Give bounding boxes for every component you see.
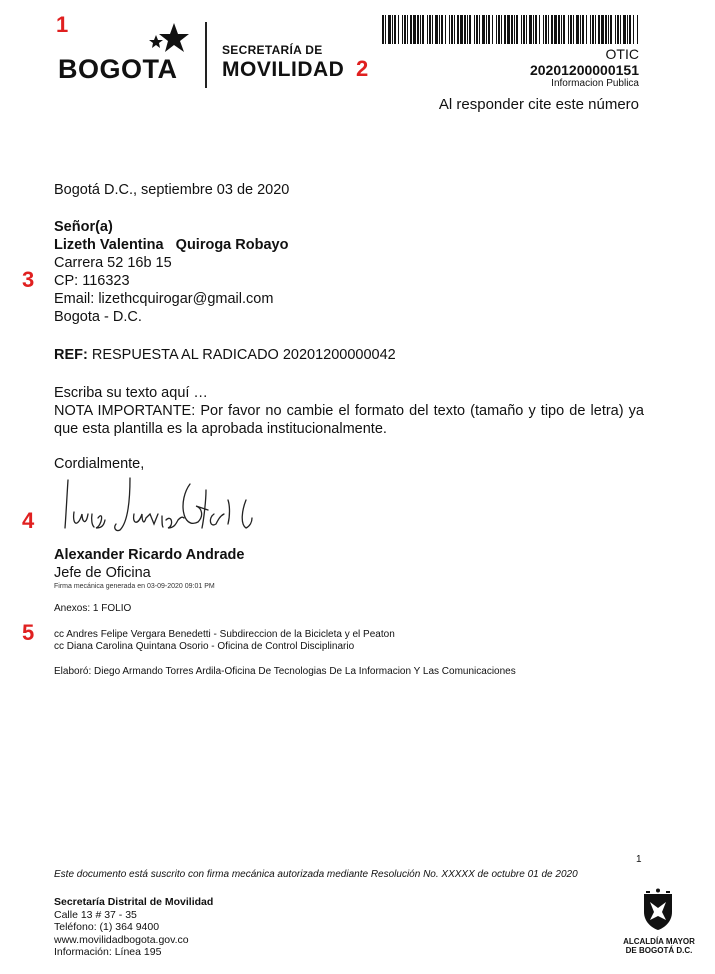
barcode-bar: [617, 15, 619, 44]
barcode-bar: [570, 15, 572, 44]
footer-address-block: [54, 896, 213, 959]
barcode-bar: [422, 15, 424, 44]
body-text: [54, 384, 644, 438]
barcode-bar: [482, 15, 485, 44]
barcode-bar: [582, 15, 584, 44]
handwritten-signature: [58, 470, 258, 540]
barcode-bar: [410, 15, 412, 44]
copy-line: cc Andres Felipe Vergara Benedetti - Subdireccion de la Bicicleta y el Peaton: [54, 629, 395, 640]
barcode-bar: [576, 15, 579, 44]
logo-city: BOGOTA: [58, 54, 178, 84]
barcode-bar: [598, 15, 600, 44]
footer-address: Calle 13 # 37 - 35: [54, 908, 137, 921]
date-line: Bogotá D.C., septiembre 03 de 2020: [54, 182, 290, 198]
footer-info: Información: Línea 195: [54, 946, 162, 958]
coat-of-arms-icon: [640, 888, 676, 932]
barcode-bar: [514, 15, 515, 44]
barcode-bar: [573, 15, 574, 44]
barcode-bar: [561, 15, 562, 44]
barcode-bar: [501, 15, 502, 44]
signature-note: Firma mecánica generada en 03-09-2020 09:01 PM: [54, 583, 215, 590]
barcode-bar: [563, 15, 565, 44]
barcode-bar: [535, 15, 537, 44]
barcode-bar: [608, 15, 609, 44]
reference-line: [54, 346, 396, 364]
barcode-bar: [623, 15, 626, 44]
barcode-bar: [595, 15, 596, 44]
barcode-bar: [479, 15, 480, 44]
barcode-bar: [476, 15, 478, 44]
barcode-bar: [504, 15, 506, 44]
barcode-bar: [417, 15, 419, 44]
prepared-by: Elaboró: Diego Armando Torres Ardila-Oficina De Tecnologias De La Informacion Y Las Comunicaciones: [54, 666, 516, 677]
marker-3: 3: [22, 267, 35, 292]
logo-divider: [205, 22, 207, 88]
copies-list: [54, 629, 395, 653]
logo-entity-line1: SECRETARÍA DE: [222, 43, 323, 57]
footer-web: www.movilidadbogota.gov.co: [54, 933, 189, 946]
reference-text: RESPUESTA AL RADICADO 20201200000042: [87, 347, 396, 363]
barcode-bar: [486, 15, 487, 44]
recipient-email: Email: lizethcquirogar@gmail.com: [54, 291, 274, 307]
recipient-city: Bogota - D.C.: [54, 309, 142, 325]
barcode-bar: [580, 15, 581, 44]
barcode-bar: [586, 15, 587, 44]
barcode-bar: [464, 15, 466, 44]
barcode-bar: [498, 15, 500, 44]
barcode-bar: [385, 15, 386, 44]
cite-note: Al responder cite este número: [438, 96, 639, 113]
reference-label: REF:: [54, 347, 88, 363]
barcode-bar: [610, 15, 612, 44]
barcode-bar: [558, 15, 560, 44]
barcode-bar: [398, 15, 399, 44]
barcode-bar: [457, 15, 459, 44]
radicado-block: [339, 46, 639, 89]
barcode-bar: [445, 15, 446, 44]
institution-logo: [58, 18, 345, 93]
alcaldia-label: [616, 937, 702, 955]
barcode-bar: [543, 15, 544, 44]
barcode-bar: [402, 15, 403, 44]
recipient-block: [54, 218, 288, 326]
barcode-bar: [427, 15, 428, 44]
barcode-bar: [529, 15, 532, 44]
barcode-bar: [637, 15, 638, 44]
copy-line: cc Diana Carolina Quintana Osorio - Oficina de Control Disciplinario: [54, 641, 355, 652]
barcode-bar: [592, 15, 594, 44]
footer-legal-note: Este documento está suscrito con firma mecánica autorizada mediante Resolución No. XXXXX de octubre 01 de 2020: [54, 869, 578, 880]
barcode-bar: [533, 15, 534, 44]
barcode-bar: [420, 15, 421, 44]
barcode-bar: [382, 15, 384, 44]
marker-2: 2: [356, 56, 369, 81]
barcode-bar: [526, 15, 527, 44]
barcode-bar: [394, 15, 396, 44]
body-note: NOTA IMPORTANTE: Por favor no cambie el formato del texto (tamaño y tipo de letra) ya que esta plantilla es la aprobada institucionalmente.: [54, 403, 644, 437]
closing: Cordialmente,: [54, 456, 145, 472]
barcode-bar: [467, 15, 468, 44]
barcode-bar: [488, 15, 490, 44]
barcode-bar: [601, 15, 604, 44]
barcode-bar: [441, 15, 443, 44]
signer-block: [54, 546, 244, 582]
barcode-bar: [629, 15, 631, 44]
barcode-bar: [449, 15, 450, 44]
barcode-bar: [451, 15, 453, 44]
barcode-bar: [454, 15, 455, 44]
barcode-bar: [429, 15, 431, 44]
barcode-bar: [435, 15, 438, 44]
signer-title: Jefe de Oficina: [54, 565, 151, 581]
radicado-classification: Informacion Publica: [551, 78, 639, 89]
barcode-bar: [469, 15, 471, 44]
alcaldia-line2: DE BOGOTÁ D.C.: [625, 946, 693, 955]
barcode-bar: [496, 15, 497, 44]
barcode-bar: [439, 15, 440, 44]
barcode-bar: [521, 15, 522, 44]
barcode-bar: [413, 15, 416, 44]
barcode-bar: [460, 15, 463, 44]
barcode-bar: [627, 15, 628, 44]
annexes: Anexos: 1 FOLIO: [54, 603, 132, 614]
barcode-bar: [539, 15, 540, 44]
marker-4: 4: [22, 508, 35, 533]
page-number: 1: [636, 854, 642, 865]
barcode-bar: [548, 15, 549, 44]
signer-name: Alexander Ricardo Andrade: [54, 547, 245, 563]
logo-entity-line2: MOVILIDAD: [222, 58, 345, 81]
barcode-bar: [615, 15, 616, 44]
barcode-bar: [407, 15, 408, 44]
radicado-office: OTIC: [605, 46, 639, 62]
barcode-bar: [392, 15, 393, 44]
marker-5: 5: [22, 620, 35, 645]
barcode-bar: [633, 15, 634, 44]
barcode-bar: [511, 15, 513, 44]
footer-org: Secretaría Distrital de Movilidad: [54, 896, 214, 908]
star-icon: [148, 21, 190, 57]
barcode-bar: [474, 15, 475, 44]
barcode-bar: [605, 15, 607, 44]
barcode-bar: [523, 15, 525, 44]
body-line1: Escriba su texto aquí …: [54, 385, 208, 401]
alcaldia-line1: ALCALDÍA MAYOR: [623, 937, 695, 946]
recipient-postal-code: CP: 116323: [54, 273, 130, 289]
footer-phone: Teléfono: (1) 364 9400: [54, 921, 160, 933]
barcode-bar: [388, 15, 391, 44]
barcode-bar: [545, 15, 547, 44]
radicado-number: 20201200000151: [529, 62, 639, 78]
barcode-bar: [590, 15, 591, 44]
barcode: [382, 15, 640, 44]
barcode-bar: [516, 15, 518, 44]
barcode-bar: [492, 15, 493, 44]
barcode-bar: [404, 15, 406, 44]
recipient-name: Lizeth Valentina Quiroga Robayo: [54, 237, 289, 253]
barcode-bar: [551, 15, 553, 44]
recipient-address: Carrera 52 16b 15: [54, 255, 172, 271]
barcode-bar: [620, 15, 621, 44]
barcode-bar: [568, 15, 569, 44]
barcode-bar: [507, 15, 510, 44]
barcode-bar: [554, 15, 557, 44]
recipient-salutation: Señor(a): [54, 219, 113, 235]
marker-1: 1: [56, 12, 69, 37]
barcode-bar: [432, 15, 433, 44]
